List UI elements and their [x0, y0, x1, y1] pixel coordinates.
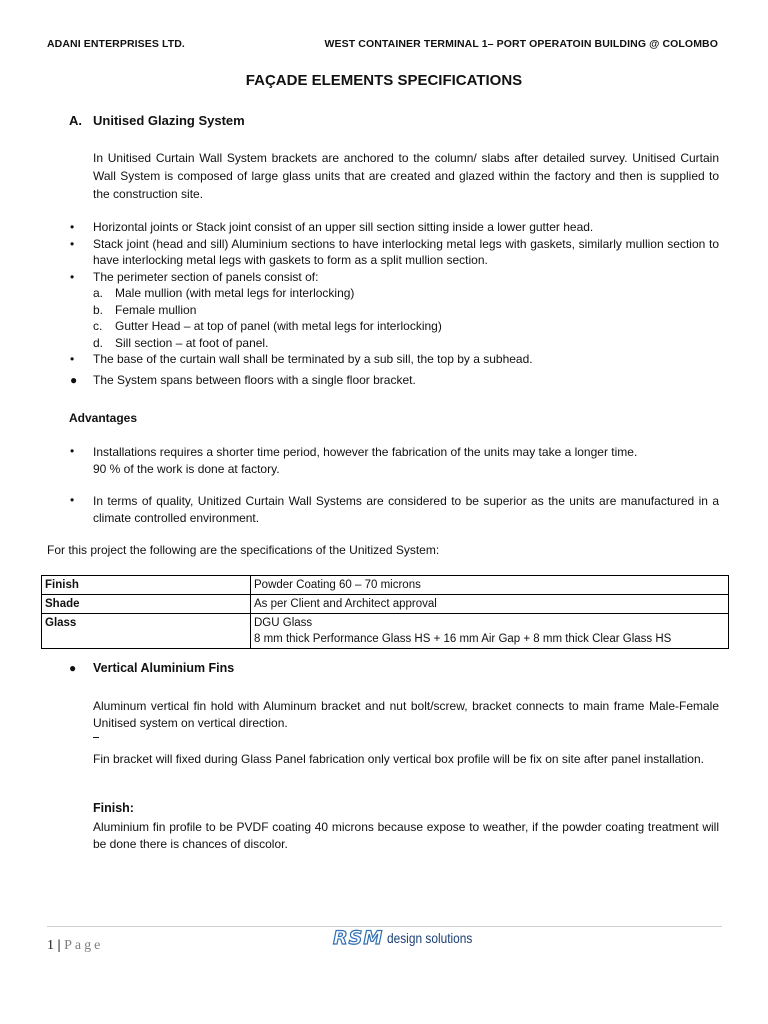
table-row — [42, 614, 729, 649]
advantage-item: • In terms of quality, Unitized Curtain Wall Systems are considered to be superior as the units are manufactured in a climate controlled environment. — [70, 493, 719, 525]
list-item: • The base of the curtain wall shall be terminated by a sub sill, the top by a subhead. — [70, 352, 533, 366]
sub-list-item: d. Sill section – at foot of panel. — [93, 335, 269, 350]
page-title: FAÇADE ELEMENTS SPECIFICATIONS — [245, 72, 523, 89]
logo-mark: RSM — [333, 927, 384, 949]
logo-text: design solutions — [387, 930, 473, 946]
fins-heading: Vertical Aluminium Fins — [93, 661, 235, 675]
table-row — [42, 595, 729, 614]
list-item: • The perimeter section of panels consist of: a. Male mullion (with metal legs for interlocking) b. Female mullion c. Gutter Head – at top of panel (with metal legs for interlocking) d. Sill section – at foot of panel. — [93, 269, 719, 352]
spec-intro: For this project the following are the specifications of the Unitized System: — [47, 543, 440, 557]
footer-divider — [47, 926, 722, 927]
spec-table — [41, 575, 729, 649]
sub-list-item: b. Female mullion — [93, 302, 197, 317]
page-indicator: 1 | Page — [47, 938, 104, 953]
section-a-label: A. — [69, 113, 82, 128]
divider — [93, 737, 99, 738]
bullet-icon: ● — [70, 372, 78, 387]
section-a-intro: In Unitised Curtain Wall System brackets are anchored to the column/ slabs after detailed survey. Unitised Curtain Wall System is composed of large glass units that are created and glazed within the factory and then is supplied to the construction site. — [93, 151, 719, 201]
list-item: • Stack joint (head and sill) Aluminium sections to have interlocking metal legs with gaskets, similarly mullion section to have interlocking metal legs with gaskets to form as a split mullion section. — [70, 236, 719, 267]
section-a-bullets — [70, 219, 719, 388]
perimeter-sections-list — [93, 285, 719, 351]
bullet-icon: • — [70, 444, 75, 458]
finish-text: Aluminium fin profile to be PVDF coating 40 microns because expose to weather, if the powder coating treatment will be done there is chances of discolor. — [93, 820, 719, 851]
fins-para-2: Fin bracket will fixed during Glass Panel fabrication only vertical box profile will be fix on site after panel installation. — [93, 752, 704, 766]
spec-value: Powder Coating 60 – 70 microns — [251, 576, 729, 595]
bullet-icon: • — [70, 220, 75, 234]
company-logo — [333, 928, 488, 948]
header-project: WEST CONTAINER TERMINAL 1– PORT OPERATOIN BUILDING @ COLOMBO — [324, 38, 718, 50]
sub-list-item: a. Male mullion (with metal legs for interlocking) — [93, 286, 355, 300]
bullet-icon: • — [70, 352, 75, 366]
table-row — [42, 576, 729, 595]
spec-value: DGU Glass 8 mm thick Performance Glass HS + 16 mm Air Gap + 8 mm thick Clear Glass HS — [251, 614, 729, 649]
spec-value: As per Client and Architect approval — [251, 595, 729, 614]
spec-label: Glass — [42, 614, 251, 649]
finish-heading: Finish: — [93, 801, 134, 815]
bullet-icon: ● — [69, 661, 77, 675]
spec-label: Shade — [42, 595, 251, 614]
spec-label: Finish — [42, 576, 251, 595]
bullet-icon: • — [70, 493, 75, 507]
header-company: ADANI ENTERPRISES LTD. — [47, 38, 185, 50]
advantages-heading: Advantages — [69, 411, 138, 425]
advantage-item: • Installations requires a shorter time period, however the fabrication of the units may take a longer time. 90 % of the work is done at factory. — [70, 444, 638, 476]
bullet-icon: • — [70, 269, 75, 284]
list-item: • Horizontal joints or Stack joint consist of an upper sill section sitting inside a lower gutter head. — [70, 220, 594, 234]
sub-list-item: c. Gutter Head – at top of panel (with metal legs for interlocking) — [93, 319, 442, 333]
fins-para-1: Aluminum vertical fin hold with Aluminum bracket and nut bolt/screw, bracket connects to main frame Male-Female Unitised system on vertical direction. — [93, 699, 719, 730]
list-item: ● The System spans between floors with a single floor bracket. — [70, 372, 416, 387]
bullet-icon: • — [70, 236, 75, 251]
section-a-heading: Unitised Glazing System — [93, 113, 245, 128]
